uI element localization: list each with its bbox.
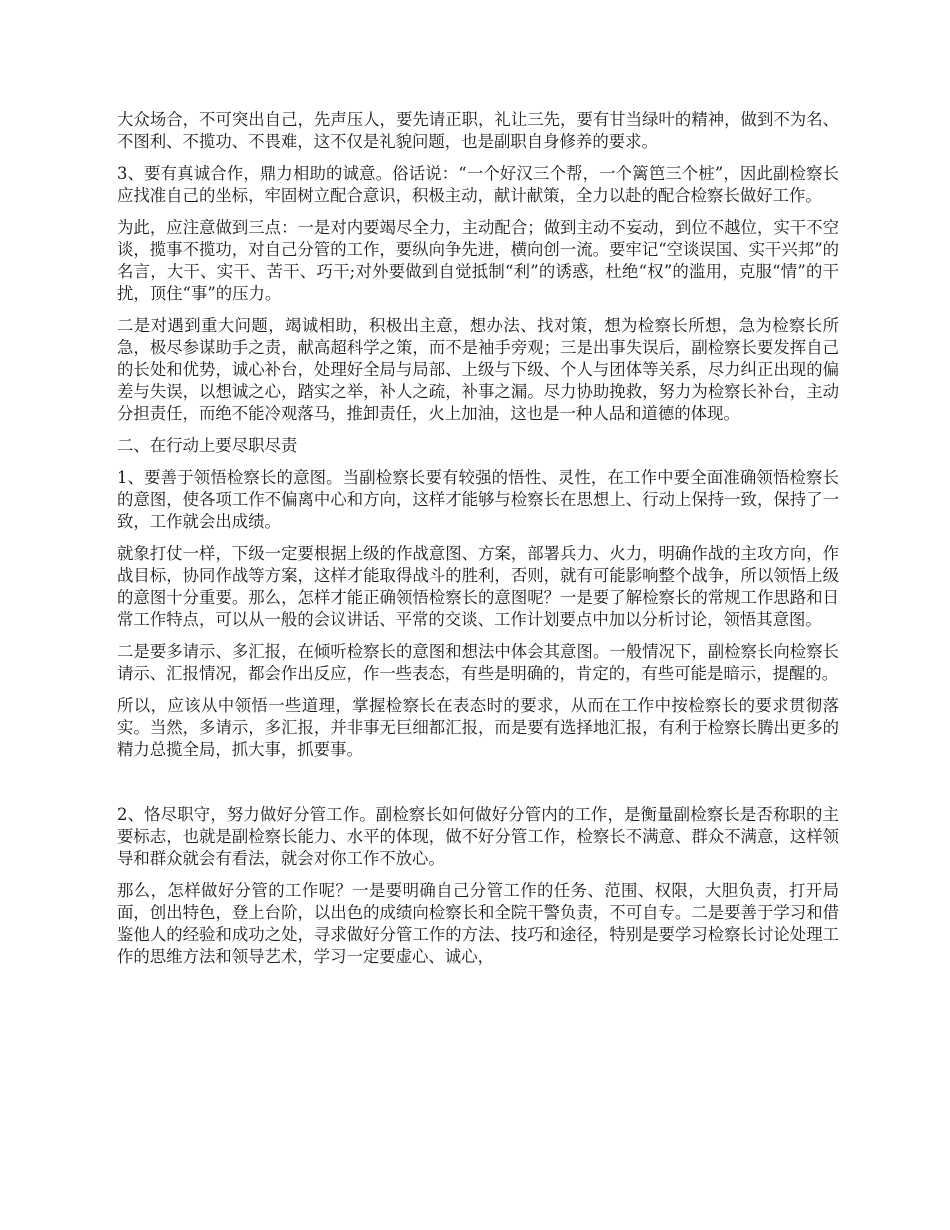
paragraph-report-often: 二是要多请示、多汇报，在倾听检察长的意图和想法中体会其意图。一般情况下，副检察长向检察长请示、汇报情况，都会作出反应，作一些表态，有些是明确的，肯定的，有些可能是暗示，提醒的。 [117,642,839,683]
paragraph-three-points: 为此，应注意做到三点：一是对内要竭尽全力，主动配合；做到主动不妄动，到位不越位，实干不空谈，揽事不揽功，对自己分管的工作，要纵向争先进，横向创一流。要牢记“空谈误国、实干兴邦”的名言，大干、实干、苦干、巧干;对外要做到自觉抵制“利”的诱惑，杜绝“权”的滥用，克服“情”的干扰，顶住“事”的压力。 [117,218,839,303]
paragraph-how-to-manage: 那么，怎样做好分管的工作呢？一是要明确自己分管工作的任务、范围、权限，大胆负责，打开局面，创出特色，登上台阶，以出色的成绩向检察长和全院干警负责，不可自专。二是要善于学习和借鉴他人的经验和成功之处，寻求做好分管工作的方法、技巧和途径，特别是要学习检察长讨论处理工作的思维方法和领导艺术，学习一定要虚心、诚心， [117,881,839,966]
paragraph-battle-analogy: 就象打仗一样，下级一定要根据上级的作战意图、方案，部署兵力、火力，明确作战的主攻方向，作战目标，协同作战等方案，这样才能取得战斗的胜利，否则，就有可能影响整个战争，所以领悟上级的意图十分重要。那么，怎样才能正确领悟检察长的意图呢？一是要了解检察长的常规工作思路和日常工作特点，可以从一般的会议讲话、平常的交谈、工作计划要点中加以分析讨论，领悟其意图。 [117,544,839,629]
paragraph-major-issues: 二是对遇到重大问题，竭诚相助，积极出主意，想办法、找对策，想为检察长所想，急为检察长所急，极尽参谋助手之责，献高超科学之策，而不是袖手旁观；三是出事失误后，副检察长要发挥自己的长处和优势，诚心补台，处理好全局与局部、上级与下级、个人与团体等关系，尽力纠正出现的偏差与失误，以想诚之心，踏实之举，补人之疏，补事之漏。尽力协助挽救，努力为检察长补台，主动分担责任，而绝不能冷观落马，推卸责任，火上加油，这也是一种人品和道德的体现。 [117,316,839,423]
paragraph-understand-principles: 所以，应该从中领悟一些道理，掌握检察长在表态时的要求，从而在工作中按检察长的要求贯彻落实。当然，多请示，多汇报，并非事无巨细都汇报，而是要有选择地汇报，有利于检察长腾出更多的精力总揽全局，抓大事，抓要事。 [117,696,839,759]
document-page [117,109,839,978]
paragraph-point-1: 1、要善于领悟检察长的意图。当副检察长要有较强的悟性、灵性，在工作中要全面准确领悟检察长的意图，使各项工作不偏离中心和方向，这样才能够与检察长在思想上、行动上保持一致，保持了一致，工作就会出成绩。 [117,468,839,531]
section-heading-2: 二、在行动上要尽职尽责 [117,436,298,455]
paragraph-intro: 大众场合，不可突出自己，先声压人，要先请正职，礼让三先，要有甘当绿叶的精神，做到不为名、不图利、不揽功、不畏难，这不仅是礼貌问题，也是副职自身修养的要求。 [117,110,839,151]
paragraph-point-3: 3、要有真诚合作，鼎力相助的诚意。俗话说：“一个好汉三个帮，一个篱笆三个桩”，因此副检察长应找准自己的坐标，牢固树立配合意识，积极主动，献计献策，全力以赴的配合检察长做好工作。 [117,164,839,205]
paragraph-point-2: 2、恪尽职守，努力做好分管工作。副检察长如何做好分管内的工作，是衡量副检察长是否称职的主要标志，也就是副检察长能力、水平的体现，做不好分管工作，检察长不满意、群众不满意，这样领导和群众就会有看法，就会对你工作不放心。 [117,805,839,868]
